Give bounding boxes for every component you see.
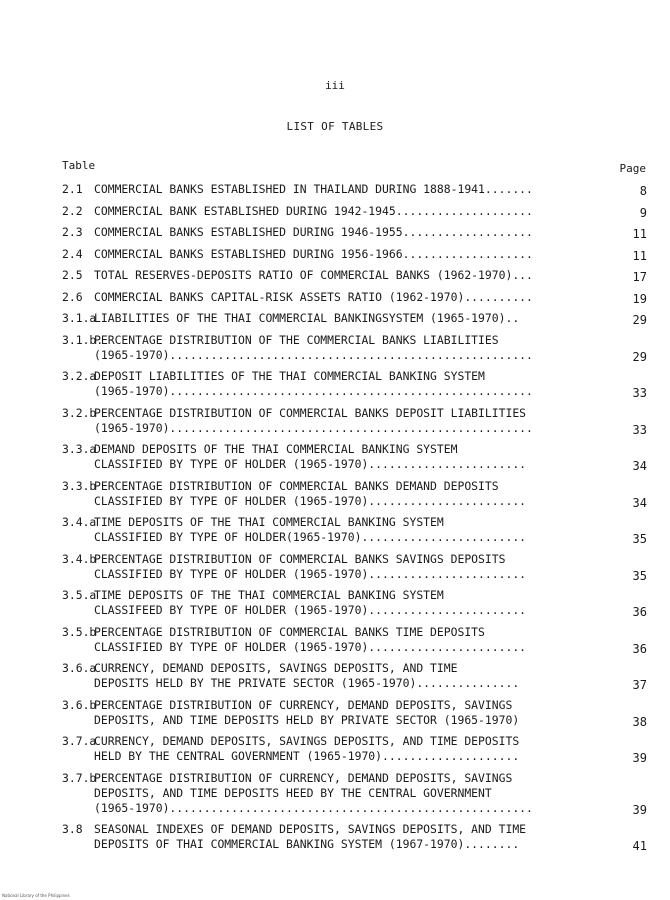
table-title [94,369,647,399]
page-reference: 35 [632,532,647,546]
table-number: 3.5.a [62,588,97,602]
table-title [94,771,647,816]
title-line: DEPOSITS, AND TIME DEPOSITS HEED BY THE CENTRAL GOVERNMENT [94,785,492,800]
title-line: LIABILITIES OF THE THAI COMMERCIAL BANKINGSYSTEM (1965-1970).. [94,311,520,325]
title-line: DEPOSITS OF THAI COMMERCIAL BANKING SYSTEM (1967-1970)........ [94,837,520,851]
list-item [62,552,647,582]
table-number: 2.1 [62,182,83,196]
table-title [94,822,647,852]
list-item [62,268,647,283]
title-line: (1965-1970)..................................................... [94,384,533,398]
title-line: TIME DEPOSITS OF THE THAI COMMERCIAL BANKING SYSTEM [94,588,444,602]
list-item [62,182,647,197]
title-line: CLASSIFIED BY TYPE OF HOLDER (1965-1970)....................... [94,457,527,471]
title-line: TOTAL RESERVES-DEPOSITS RATIO OF COMMERCIAL BANKS (1962-1970)... [94,268,533,282]
table-number: 3.2.a [62,369,97,383]
list-item [62,698,647,728]
table-title [94,406,647,436]
title-line: DEMAND DEPOSITS OF THE THAI COMMERCIAL BANKING SYSTEM [94,442,458,456]
table-number: 3.4.a [62,515,97,529]
table-title [94,698,647,728]
table-title [94,479,647,509]
list-item [62,406,647,436]
list-item [62,479,647,509]
table-title [94,225,647,240]
table-column-header: Table [62,159,96,172]
table-number: 3.6.a [62,661,97,675]
page-reference: 33 [632,422,647,437]
title-line: (1965-1970)..................................................... [94,800,533,815]
list-item [62,311,647,326]
title-line: SEASONAL INDEXES OF DEMAND DEPOSITS, SAVINGS DEPOSITS, AND TIME [94,822,527,836]
table-title [94,588,647,618]
title-line: CLASSIFIED BY TYPE OF HOLDER (1965-1970)....................... [94,639,527,654]
table-number: 3.1.b. [62,332,104,347]
page-reference: 38 [632,714,647,729]
page-reference: 41 [632,839,647,853]
title-line: CLASSIFIED BY TYPE OF HOLDER (1965-1970)....................... [94,566,527,581]
table-of-contents-list [62,182,647,859]
title-line: COMMERCIAL BANKS ESTABLISHED DURING 1946-1955................... [94,225,533,239]
table-title [94,247,647,262]
list-item [62,771,647,816]
list-item [62,442,647,472]
list-item [62,822,647,852]
list-item [62,247,647,262]
table-number: 3.6.b [62,697,97,712]
table-number: 3.3.b [62,478,97,493]
title-line: CURRENCY, DEMAND DEPOSITS, SAVINGS DEPOSITS, AND TIME [94,661,458,675]
list-item [62,588,647,618]
page-reference: 19 [632,291,647,306]
page-number: iii [325,79,345,92]
table-number: 3.5.b [62,624,97,639]
table-number: 3.7.b [62,770,97,785]
page-reference: 39 [632,751,647,765]
table-number: 2.6 [62,289,83,304]
list-item [62,661,647,691]
page-reference: 29 [632,313,647,327]
title-line: COMMERCIAL BANKS CAPITAL-RISK ASSETS RATIO (1962-1970).......... [94,289,533,304]
page-reference: 8 [639,184,647,198]
title-line: PERCENTAGE DISTRIBUTION OF CURRENCY, DEMAND DEPOSITS, SAVINGS [94,697,513,712]
table-number: 3.2.b [62,405,97,420]
table-title [94,333,647,363]
table-title [94,515,647,545]
list-item [62,625,647,655]
table-number: 2.5 [62,268,83,282]
table-number: 2.2 [62,203,83,218]
page-reference: 36 [632,641,647,656]
table-title [94,442,647,472]
table-number: 3.4.b [62,551,97,566]
table-number: 3.8 [62,822,83,836]
title-line: (1965-1970)..................................................... [94,420,533,435]
table-title [94,182,647,197]
title-line: PERCENTAGE DISTRIBUTION OF COMMERCIAL BANKS TIME DEPOSITS [94,624,485,639]
list-item [62,225,647,240]
page-reference: 39 [632,802,647,817]
table-number: 3.1.a [62,311,97,325]
list-item [62,734,647,764]
table-title [94,661,647,691]
table-title [94,311,647,326]
page-reference: 17 [632,270,647,284]
table-number: 3.3.a [62,442,97,456]
title-line: CLASSIFIED BY TYPE OF HOLDER(1965-1970)........................ [94,530,527,544]
title-line: HELD BY THE CENTRAL GOVERNMENT (1965-1970).................... [94,749,520,763]
list-item [62,204,647,219]
title-line: CLASSIFEED BY TYPE OF HOLDER (1965-1970)....................... [94,603,527,617]
table-number: 2.3 [62,225,83,239]
page-column-header: Page [619,162,646,175]
title-line: PERCENTAGE DISTRIBUTION OF COMMERCIAL BANKS DEPOSIT LIABILITIES [94,405,527,420]
table-title [94,552,647,582]
list-item [62,369,647,399]
page-reference: 11 [632,227,647,241]
page-reference: 35 [632,568,647,583]
table-number: 2.4 [62,246,83,261]
table-title [94,734,647,764]
title-line: CLASSIFIED BY TYPE OF HOLDER (1965-1970)....................... [94,493,527,508]
title-line: COMMERCIAL BANK ESTABLISHED DURING 1942-1945.................... [94,203,533,218]
title-line: PERCENTAGE DISTRIBUTION OF CURRENCY, DEMAND DEPOSITS, SAVINGS [94,770,513,785]
table-title [94,268,647,283]
page-reference: 36 [632,605,647,619]
page-reference: 37 [632,678,647,692]
title-line: PERCENTAGE DISTRIBUTION OF THE COMMERCIAL BANKS LIABILITIES [94,332,499,347]
title-line: DEPOSITS, AND TIME DEPOSITS HELD BY PRIVATE SECTOR (1965-1970) [94,712,520,727]
list-item [62,290,647,305]
page-reference: 33 [632,386,647,400]
page-reference: 29 [632,349,647,364]
page-reference: 9 [639,205,647,220]
list-item [62,333,647,363]
title-line: COMMERCIAL BANKS ESTABLISHED DURING 1956-1966................... [94,246,533,261]
page-reference: 11 [632,248,647,263]
title-line: PERCENTAGE DISTRIBUTION OF COMMERCIAL BANKS SAVINGS DEPOSITS [94,551,506,566]
title-line: TIME DEPOSITS OF THE THAI COMMERCIAL BANKING SYSTEM [94,515,444,529]
table-title [94,625,647,655]
title-line: DEPOSITS HELD BY THE PRIVATE SECTOR (1965-1970)............... [94,676,520,690]
footer-watermark: National Library of the Philippines [2,893,70,898]
table-title [94,204,647,219]
page-reference: 34 [632,459,647,473]
title-line: (1965-1970)..................................................... [94,347,533,362]
page-title: LIST OF TABLES [286,120,384,133]
table-title [94,290,647,305]
title-line: COMMERCIAL BANKS ESTABLISHED IN THAILAND DURING 1888-1941....... [94,182,533,196]
title-line: PERCENTAGE DISTRIBUTION OF COMMERCIAL BANKS DEMAND DEPOSITS [94,478,499,493]
table-number: 3.7.a [62,734,97,748]
title-line: CURRENCY, DEMAND DEPOSITS, SAVINGS DEPOSITS, AND TIME DEPOSITS [94,734,520,748]
list-item [62,515,647,545]
title-line: DEPOSIT LIABILITIES OF THE THAI COMMERCIAL BANKING SYSTEM [94,369,485,383]
page-reference: 34 [632,495,647,510]
